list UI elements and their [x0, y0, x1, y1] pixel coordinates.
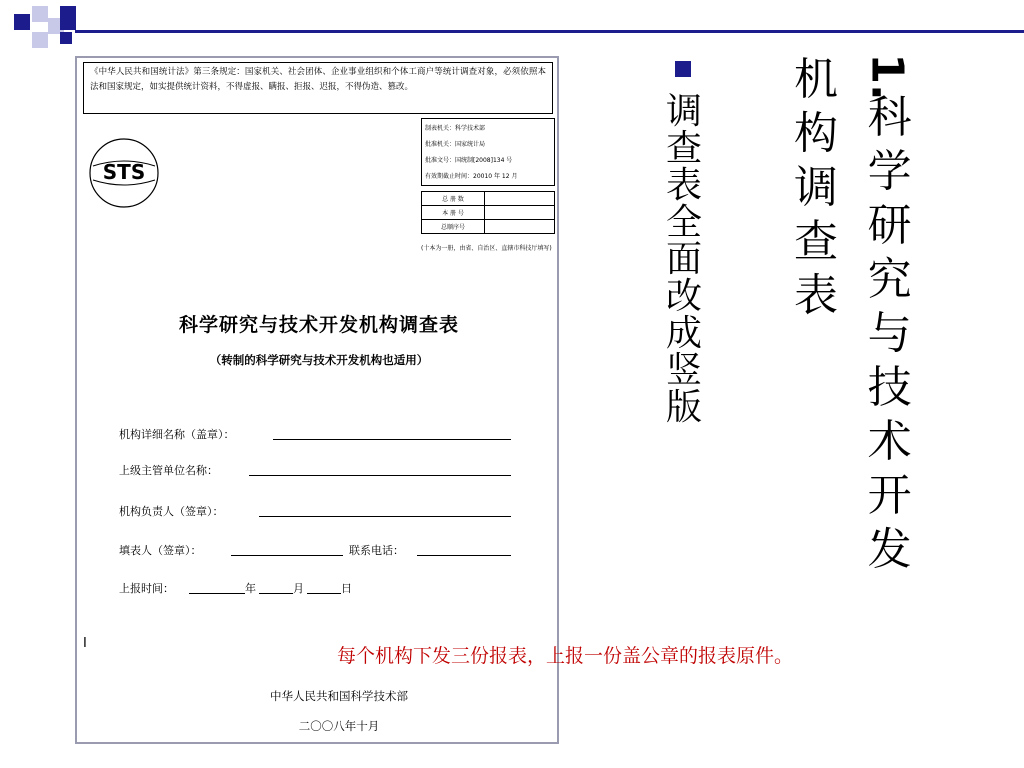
filler-label: 填表人（签章）： — [119, 544, 202, 557]
month-label: 月 — [293, 582, 304, 595]
heading-char: 发 — [867, 524, 912, 575]
register-cell — [485, 206, 555, 220]
form-title: 科学研究与技术开发机构调查表 — [178, 314, 459, 336]
heading-char: 与 — [867, 308, 912, 359]
heading-char: 研 — [867, 200, 912, 251]
org-name-label: 机构详细名称（盖章）： — [119, 428, 235, 441]
corner-square-dark-1 — [14, 14, 30, 30]
corner-square-light-1 — [32, 6, 48, 22]
register-label: 本 册 号 — [422, 206, 485, 220]
meta-line: 批准文号：国统制[2008]134 号 — [425, 157, 513, 164]
day-label: 日 — [341, 582, 352, 595]
heading-number: 1. — [861, 53, 913, 101]
legal-notice: 《中华人民共和国统计法》第三条规定：国家机关、社会团体、企业事业组织和个体工商户等统计调查对象，必须依照本法和国家规定，如实提供统计资料，不得虚报、瞒报、拒报、迟报，不得伪造、篡改。 — [83, 62, 553, 114]
heading-char: 究 — [867, 254, 912, 305]
bullet-vertical-text — [666, 91, 703, 428]
phone-underline — [417, 555, 511, 556]
superior-label: 上级主管单位名称： — [119, 464, 218, 477]
heading-char: 表 — [794, 270, 838, 321]
corner-square-dark-3 — [60, 32, 72, 44]
heading-char: 技 — [867, 362, 912, 413]
bullet-char: 调 — [666, 91, 703, 132]
report-time-label: 上报时间： — [119, 582, 174, 595]
register-cell — [485, 220, 555, 234]
heading-char: 科 — [867, 92, 912, 143]
table-row — [422, 220, 555, 234]
header-rule — [75, 30, 1024, 33]
meta-line: 制表机关：科学技术部 — [425, 125, 486, 132]
heading-char: 机 — [794, 54, 838, 105]
head-underline — [259, 516, 511, 517]
table-row — [422, 192, 555, 206]
day-underline — [307, 593, 341, 594]
form-meta-box — [421, 118, 555, 186]
heading-char: 查 — [794, 216, 838, 267]
heading-char: 术 — [867, 416, 912, 467]
heading-char: 开 — [867, 470, 912, 521]
bullet-char: 面 — [666, 239, 703, 280]
phone-label: 联系电话： — [349, 544, 404, 557]
form-issuer: 中华人民共和国科学技术部 — [270, 689, 408, 703]
sts-logo — [87, 136, 161, 210]
register-table — [421, 191, 555, 234]
bullet-char: 查 — [666, 128, 703, 169]
bullet-char: 表 — [666, 165, 703, 206]
bullet-char: 全 — [666, 202, 703, 243]
heading-vertical-1 — [861, 53, 913, 582]
register-label: 总顺序号 — [422, 220, 485, 234]
year-label: 年 — [245, 582, 256, 595]
stray-mark: I — [83, 636, 87, 651]
form-date: 二〇〇八年十月 — [298, 719, 380, 733]
footer-note: 每个机构下发三份报表，上报一份盖公章的报表原件。 — [337, 645, 794, 667]
bullet-char: 成 — [666, 313, 703, 354]
form-subtitle: （转制的科学研究与技术开发机构也适用） — [209, 353, 429, 367]
superior-underline — [249, 475, 511, 476]
register-note: (十本为一册，由省、自治区、直辖市科技厅填写) — [421, 245, 552, 252]
org-name-underline — [273, 439, 511, 440]
bullet-char: 竖 — [666, 350, 703, 391]
heading-vertical-2 — [794, 54, 838, 328]
head-label: 机构负责人（签章）： — [119, 505, 224, 518]
meta-line: 有效期截止时间：20010 年 12 月 — [425, 173, 518, 180]
heading-char: 调 — [794, 162, 838, 213]
heading-char: 学 — [867, 146, 912, 197]
filler-underline — [231, 555, 343, 556]
bullet-char: 改 — [666, 276, 703, 317]
corner-square-dark-2 — [60, 6, 76, 30]
month-underline — [259, 593, 293, 594]
register-cell — [485, 192, 555, 206]
year-underline — [189, 593, 245, 594]
heading-char: 构 — [794, 108, 838, 159]
bullet-square-icon — [675, 61, 691, 77]
table-row — [422, 206, 555, 220]
meta-line: 批准机关：国家统计局 — [425, 141, 486, 148]
corner-square-light-3 — [32, 32, 48, 48]
register-label: 总 册 数 — [422, 192, 485, 206]
svg-text:STS: STS — [102, 160, 146, 184]
bullet-char: 版 — [666, 387, 703, 428]
